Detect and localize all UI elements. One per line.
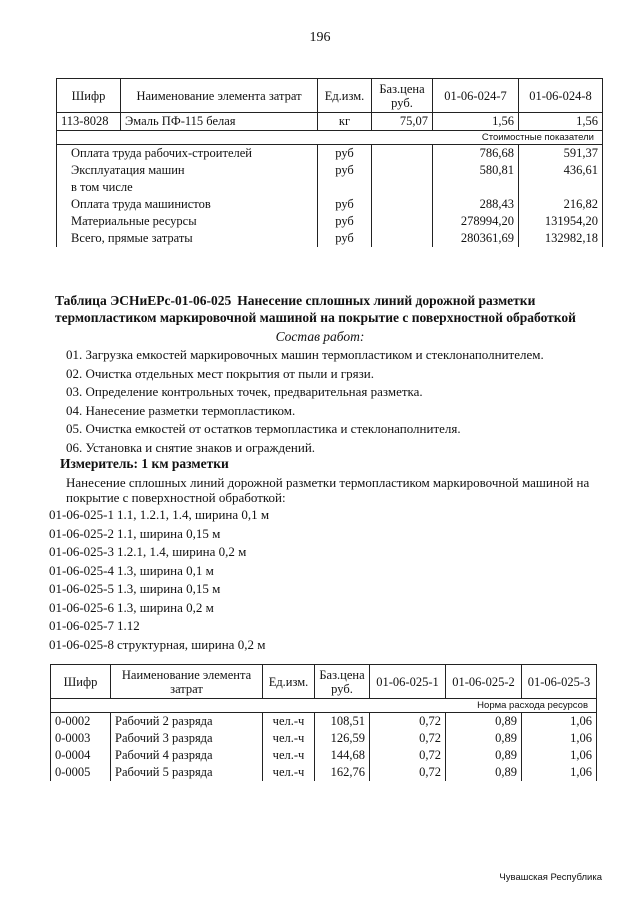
col-header: Наименование элемента затрат — [111, 665, 263, 699]
col-header: 01-06-025-3 — [522, 665, 597, 699]
cell-value: 131954,20 — [519, 213, 603, 230]
code-text: 1.2.1, 1.4, ширина 0,2 м — [117, 544, 247, 559]
cell-price — [372, 230, 433, 247]
cell-value: 0,72 — [370, 713, 446, 731]
col-header: 01-06-024-8 — [519, 79, 603, 113]
cell-price — [372, 162, 433, 179]
work-item: 03. Определение контрольных точек, предварительная разметка. — [66, 384, 423, 399]
work-item: 06. Установка и снятие знаков и ограждений. — [66, 439, 316, 455]
code-list — [49, 506, 269, 654]
col-header: Ед.изм. — [263, 665, 315, 699]
description: Нанесение сплошных линий дорожной разметки термопластиком маркировочной машиной на покрытие с поверхностной обработкой: — [66, 475, 590, 505]
cell-value — [433, 179, 519, 196]
cell-value: 0,89 — [446, 764, 522, 781]
col-header: Наименование элемента затрат — [121, 79, 318, 113]
work-item: 05. Очистка емкостей от остатков термопластика и стеклонаполнителя. — [66, 421, 461, 436]
cell-price: 144,68 — [315, 747, 370, 764]
section-label-row — [51, 699, 597, 713]
code-id: 01-06-025-8 — [49, 636, 114, 652]
cell-unit: кг — [318, 113, 372, 131]
cell-name: Рабочий 4 разряда — [111, 747, 263, 764]
table-row — [51, 764, 597, 781]
code-row — [49, 525, 269, 544]
cell-value: 1,06 — [522, 747, 597, 764]
table-title — [55, 292, 600, 326]
col-header: Шифр — [57, 79, 121, 113]
code-text: 1.3, ширина 0,2 м — [117, 599, 214, 615]
footer-region: Чувашская Республика — [499, 872, 602, 883]
cell-value: 591,37 — [519, 145, 603, 163]
table-id: Таблица ЭСНиЕРс-01-06-025 — [55, 293, 232, 308]
cell-value: 278994,20 — [433, 213, 519, 230]
table-title-text: Нанесение сплошных линий дорожной разметки термопластиком маркировочной машиной на покрытие с поверхностной обработкой — [55, 293, 576, 325]
cell-value: 786,68 — [433, 145, 519, 163]
meter-label: Измеритель: 1 км разметки — [60, 456, 229, 471]
code-id: 01-06-025-3 — [49, 544, 114, 559]
col-header: Баз.цена руб. — [372, 79, 433, 113]
col-header: Баз.цена руб. — [315, 665, 370, 699]
cell-code: 113-8028 — [57, 113, 121, 131]
cell-price — [372, 145, 433, 163]
cell-value: 0,89 — [446, 747, 522, 764]
code-text: 1.1, ширина 0,15 м — [117, 525, 221, 541]
col-header: 01-06-025-2 — [446, 665, 522, 699]
cell-price: 162,76 — [315, 764, 370, 781]
work-item: 01. Загрузка емкостей маркировочных машин термопластиком и стеклонаполнителем. — [66, 347, 544, 362]
work-item: 04. Нанесение разметки термопластиком. — [66, 402, 296, 418]
table-row — [57, 113, 603, 131]
cell-value — [519, 179, 603, 196]
cell-code: 0-0002 — [51, 713, 111, 731]
code-text: 1.1, 1.2.1, 1.4, ширина 0,1 м — [117, 507, 270, 522]
cost-table-024 — [56, 78, 603, 247]
cell-name: Всего, прямые затраты — [57, 230, 318, 247]
cell-unit: чел.-ч — [263, 764, 315, 781]
cell-name: Оплата труда машинистов — [57, 196, 318, 213]
cell-price: 126,59 — [315, 730, 370, 747]
cost-row — [57, 230, 603, 247]
cell-name: в том числе — [57, 179, 318, 196]
cell-value: 0,89 — [446, 730, 522, 747]
cell-unit: чел.-ч — [263, 713, 315, 731]
col-header: 01-06-025-1 — [370, 665, 446, 699]
section-label: Норма расхода ресурсов — [51, 699, 597, 713]
cell-code: 0-0004 — [51, 747, 111, 764]
cost-row — [57, 145, 603, 163]
cell-value: 288,43 — [433, 196, 519, 213]
cell-price: 108,51 — [315, 713, 370, 731]
resource-table-025 — [50, 664, 597, 781]
cell-value: 216,82 — [519, 196, 603, 213]
cell-price: 75,07 — [372, 113, 433, 131]
cell-value: 1,06 — [522, 713, 597, 731]
section-label-row — [57, 131, 603, 145]
cost-row — [57, 179, 603, 196]
page-number: 196 — [309, 30, 331, 45]
table-row — [51, 747, 597, 764]
cell-unit: руб — [318, 230, 372, 247]
cell-name: Эмаль ПФ-115 белая — [121, 113, 318, 131]
code-id: 01-06-025-1 — [49, 507, 114, 522]
cost-row — [57, 162, 603, 179]
code-row — [49, 636, 269, 655]
code-text: 1.3, ширина 0,1 м — [117, 562, 214, 578]
cost-row — [57, 196, 603, 213]
cell-unit: руб — [318, 162, 372, 179]
table-row — [51, 730, 597, 747]
cell-code: 0-0005 — [51, 764, 111, 781]
cell-name: Рабочий 3 разряда — [111, 730, 263, 747]
cell-code: 0-0003 — [51, 730, 111, 747]
table-header-row — [57, 79, 603, 113]
cell-name: Эксплуатация машин — [57, 162, 318, 179]
code-row — [49, 599, 269, 618]
cell-value: 0,89 — [446, 713, 522, 731]
code-id: 01-06-025-2 — [49, 525, 114, 541]
cell-value: 0,72 — [370, 747, 446, 764]
cell-value: 132982,18 — [519, 230, 603, 247]
cell-name: Рабочий 5 разряда — [111, 764, 263, 781]
code-id: 01-06-025-6 — [49, 599, 114, 615]
code-id: 01-06-025-4 — [49, 562, 114, 578]
work-item: 02. Очистка отдельных мест покрытия от пыли и грязи. — [66, 365, 374, 381]
cell-name: Оплата труда рабочих-строителей — [57, 145, 318, 163]
code-id: 01-06-025-5 — [49, 581, 114, 596]
col-header: Ед.изм. — [318, 79, 372, 113]
work-heading: Состав работ: — [275, 329, 365, 344]
cell-value: 1,56 — [433, 113, 519, 131]
cell-price — [372, 213, 433, 230]
cell-unit — [318, 179, 372, 196]
code-row — [49, 580, 269, 599]
cell-value: 580,81 — [433, 162, 519, 179]
code-text: структурная, ширина 0,2 м — [117, 636, 266, 652]
table-row — [51, 713, 597, 731]
cell-value: 1,06 — [522, 730, 597, 747]
code-id: 01-06-025-7 — [49, 618, 114, 633]
cell-value: 0,72 — [370, 764, 446, 781]
cell-price — [372, 179, 433, 196]
code-row — [49, 562, 269, 581]
cell-unit: руб — [318, 213, 372, 230]
cell-unit: руб — [318, 145, 372, 163]
code-row — [49, 543, 269, 562]
cell-unit: руб — [318, 196, 372, 213]
cell-value: 1,06 — [522, 764, 597, 781]
table-header-row — [51, 665, 597, 699]
work-list — [66, 346, 544, 457]
section-label: Стоимостные показатели — [57, 131, 603, 145]
code-row — [49, 617, 269, 636]
cell-unit: чел.-ч — [263, 730, 315, 747]
code-text: 1.3, ширина 0,15 м — [117, 581, 221, 596]
cell-price — [372, 196, 433, 213]
cell-value: 436,61 — [519, 162, 603, 179]
cost-row — [57, 213, 603, 230]
cell-name: Материальные ресурсы — [57, 213, 318, 230]
col-header: 01-06-024-7 — [433, 79, 519, 113]
code-row — [49, 506, 269, 525]
code-text: 1.12 — [117, 618, 140, 633]
cell-value: 1,56 — [519, 113, 603, 131]
cell-name: Рабочий 2 разряда — [111, 713, 263, 731]
cell-value: 0,72 — [370, 730, 446, 747]
cell-value: 280361,69 — [433, 230, 519, 247]
col-header: Шифр — [51, 665, 111, 699]
cell-unit: чел.-ч — [263, 747, 315, 764]
